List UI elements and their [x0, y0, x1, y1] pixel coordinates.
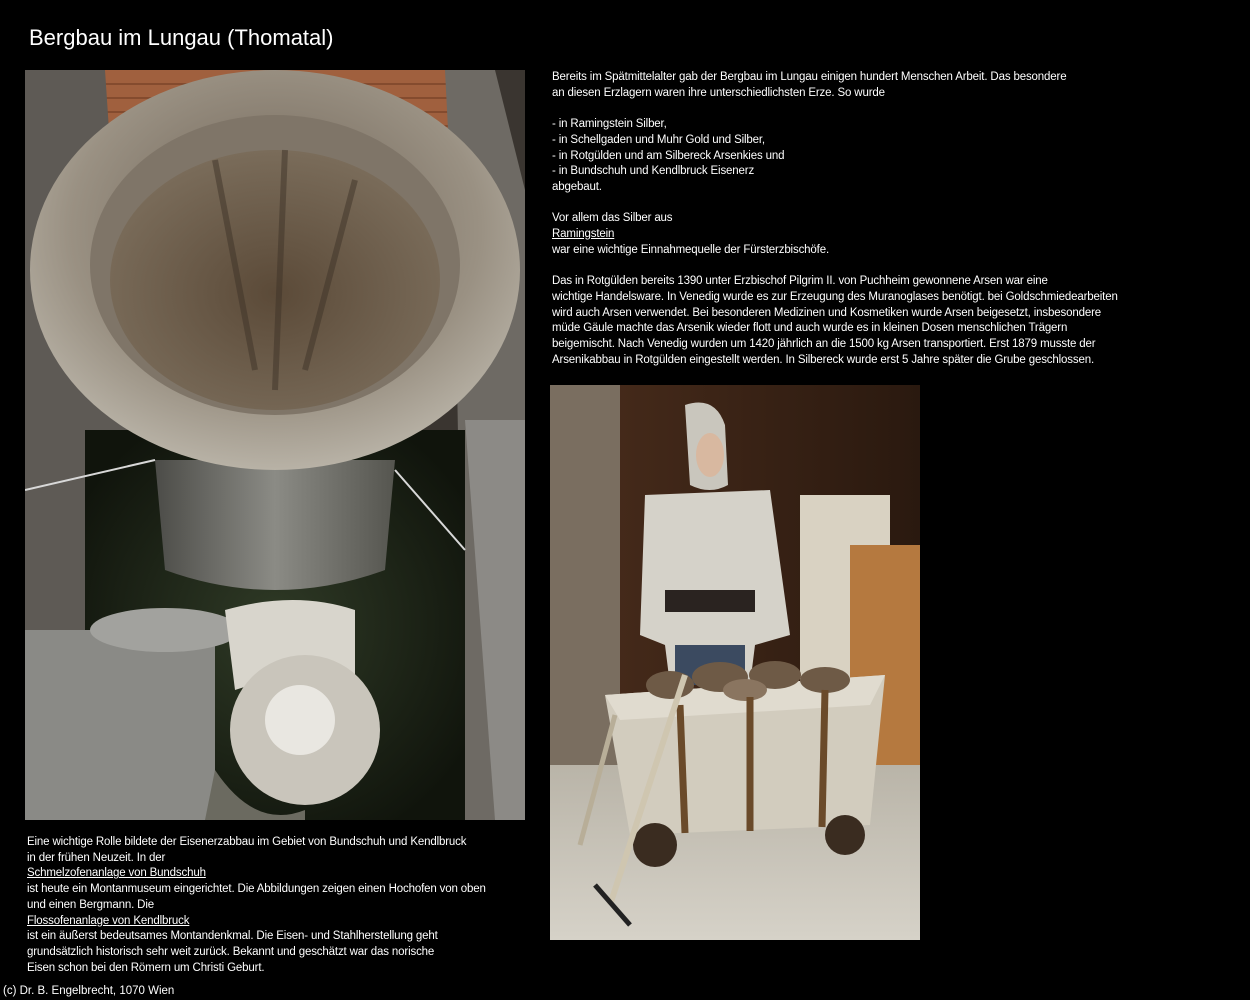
intro-line: wird auch Arsen verwendet. Bei besonderen Medizinen und Kosmetiken wurde Arsen beigesetzt, insbesondere — [552, 306, 1102, 319]
kendlbruck-link[interactable]: Flossofenanlage von Kendlbruck — [27, 914, 190, 927]
caption-line: ist heute ein Montanmuseum eingerichtet. Die Abbildungen zeigen einen Hochofen von oben — [27, 883, 486, 896]
caption-line: ist ein äußerst bedeutsames Montandenkmal. Die Eisen- und Stahlherstellung geht — [27, 930, 438, 943]
intro-line: Arsenikabbau in Rotgülden eingestellt werden. In Silbereck wurde erst 5 Jahre später die Grube geschlossen. — [552, 353, 1095, 366]
caption-line: grundsätzlich historisch sehr weit zurück. Bekannt und geschätzt war das norische — [27, 945, 435, 958]
caption-line: und einen Bergmann. Die — [27, 898, 154, 911]
miner-photo — [550, 385, 920, 940]
list-item: - in Ramingstein Silber, — [552, 118, 667, 131]
list-item: abgebaut. — [552, 180, 602, 193]
intro-line: Vor allem das Silber aus — [552, 212, 673, 225]
intro-line: Bereits im Spätmittelalter gab der Bergbau im Lungau einigen hundert Menschen Arbeit. Das besondere — [552, 71, 1067, 83]
list-item: - in Schellgaden und Muhr Gold und Silber, — [552, 133, 765, 146]
copyright-footer: (c) Dr. B. Engelbrecht, 1070 Wien — [3, 985, 175, 997]
page-title: Bergbau im Lungau (Thomatal) — [29, 25, 334, 50]
intro-text — [552, 70, 1192, 368]
ramingstein-link[interactable]: Ramingstein — [552, 228, 615, 240]
bundschuh-link[interactable]: Schmelzofenanlage von Bundschuh — [27, 867, 206, 880]
list-item: - in Bundschuh und Kendlbruck Eisenerz — [552, 165, 755, 178]
intro-line: war eine wichtige Einnahmequelle der Fürsterzbischöfe. — [552, 243, 829, 256]
intro-line: wichtige Handelsware. In Venedig wurde es zur Erzeugung des Muranoglases benötigt. bei Goldschmiedearbeiten — [552, 290, 1118, 303]
furnace-photo — [25, 70, 525, 820]
caption-line: Eisen schon bei den Römern um Christi Geburt. — [27, 961, 265, 974]
intro-line: beigemischt. Nach Venedig wurden um 1420 jährlich an die 1500 kg Arsen transportiert. Erst 1879 musste der — [552, 337, 1096, 350]
caption-line: Eine wichtige Rolle bildete der Eisenerzabbau im Gebiet von Bundschuh und Kendlbruck — [27, 836, 467, 848]
intro-line: müde Gäule machte das Arsenik wieder flott und auch wurde es in kleinen Dosen menschlichen Trägern — [552, 322, 1068, 335]
caption-text — [27, 835, 527, 976]
caption-line: in der frühen Neuzeit. In der — [27, 851, 166, 864]
list-item: - in Rotgülden und am Silbereck Arsenkies und — [552, 149, 785, 162]
intro-line: Das in Rotgülden bereits 1390 unter Erzbischof Pilgrim II. von Puchheim gewonnene Arsen war eine — [552, 275, 1048, 288]
intro-line: an diesen Erzlagern waren ihre unterschiedlichsten Erze. So wurde — [552, 86, 885, 99]
